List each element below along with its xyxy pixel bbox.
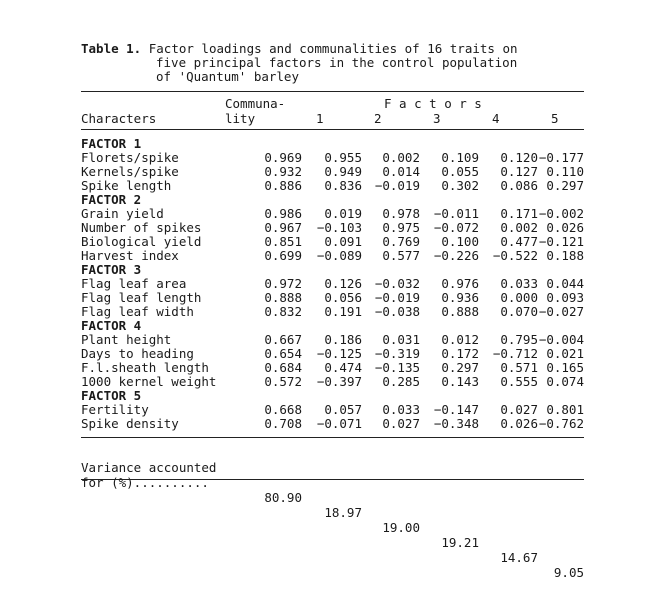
top-rule <box>81 91 584 92</box>
cell-factor-2: −0.019 <box>374 178 420 193</box>
cell-communality: 0.654 <box>264 346 302 361</box>
table-row <box>81 417 584 431</box>
cell-factor-4: 0.026 <box>500 416 538 431</box>
cell-factor-5: 0.801 <box>546 402 584 417</box>
cell-factor-4: 0.795 <box>500 332 538 347</box>
cell-factor-4: −0.712 <box>492 346 538 361</box>
cell-factor-1: 0.191 <box>324 304 362 319</box>
cell-factor-2: −0.038 <box>374 304 420 319</box>
table-row <box>81 207 584 221</box>
cell-factor-3: −0.226 <box>433 248 479 263</box>
cell-communality: 0.667 <box>264 332 302 347</box>
cell-factor-4: 0.555 <box>500 374 538 389</box>
cell-communality: 0.972 <box>264 276 302 291</box>
cell-factor-5: 0.110 <box>546 164 584 179</box>
trait-name: 1000 kernel weight <box>81 374 217 389</box>
header-communality-2: lity <box>225 111 256 126</box>
table-row <box>81 361 584 375</box>
cell-factor-5: 0.074 <box>546 374 584 389</box>
section-heading-row <box>81 319 584 333</box>
cell-factor-1: −0.125 <box>316 346 362 361</box>
trait-name: Spike density <box>81 416 179 431</box>
cell-factor-3: 0.302 <box>441 178 479 193</box>
cell-factor-1: −0.089 <box>316 248 362 263</box>
section-heading: FACTOR 1 <box>81 136 142 151</box>
cell-factor-1: 0.019 <box>324 206 362 221</box>
cell-factor-1: 0.057 <box>324 402 362 417</box>
header-factor-4: 4 <box>492 111 500 126</box>
cell-factor-4: 0.086 <box>500 178 538 193</box>
cell-factor-5: 0.044 <box>546 276 584 291</box>
footer-label-1: Variance accounted <box>81 460 217 475</box>
cell-factor-1: 0.126 <box>324 276 362 291</box>
section-heading: FACTOR 3 <box>81 262 142 277</box>
table-row <box>81 221 584 235</box>
section-heading: FACTOR 4 <box>81 318 142 333</box>
cell-factor-1: 0.186 <box>324 332 362 347</box>
cell-factor-2: 0.014 <box>382 164 420 179</box>
body-rule <box>81 437 584 438</box>
cell-factor-1: −0.397 <box>316 374 362 389</box>
bottom-rule <box>81 479 584 480</box>
cell-factor-1: −0.103 <box>316 220 362 235</box>
footer-factor-1: 18.97 <box>324 505 362 520</box>
cell-factor-1: 0.091 <box>324 234 362 249</box>
footer-factor-3: 19.21 <box>441 535 479 550</box>
cell-factor-5: 0.188 <box>546 248 584 263</box>
table-row <box>81 151 584 165</box>
trait-name: Kernels/spike <box>81 164 179 179</box>
cell-factor-4: 0.002 <box>500 220 538 235</box>
cell-factor-4: 0.120 <box>500 150 538 165</box>
cell-factor-2: 0.577 <box>382 248 420 263</box>
header-factor-2: 2 <box>374 111 382 126</box>
table-row <box>81 277 584 291</box>
cell-factor-1: 0.474 <box>324 360 362 375</box>
cell-factor-3: 0.936 <box>441 290 479 305</box>
trait-name: Plant height <box>81 332 172 347</box>
cell-factor-2: 0.769 <box>382 234 420 249</box>
trait-name: Flag leaf length <box>81 290 202 305</box>
cell-factor-2: 0.975 <box>382 220 420 235</box>
footer-factor-2: 19.00 <box>382 520 420 535</box>
trait-name: Flag leaf area <box>81 276 187 291</box>
cell-factor-3: 0.976 <box>441 276 479 291</box>
header-factors: F a c t o r s <box>384 96 482 111</box>
cell-factor-2: −0.319 <box>374 346 420 361</box>
table-row <box>81 305 584 319</box>
trait-name: Number of spikes <box>81 220 202 235</box>
cell-factor-5: −0.121 <box>538 234 584 249</box>
table-footer <box>81 445 584 580</box>
caption-line-3: of 'Quantum' barley <box>156 69 299 84</box>
cell-factor-5: −0.177 <box>538 150 584 165</box>
cell-communality: 0.851 <box>264 234 302 249</box>
cell-factor-2: 0.033 <box>382 402 420 417</box>
footer-row-1 <box>81 445 584 475</box>
cell-communality: 0.668 <box>264 402 302 417</box>
table-row <box>81 347 584 361</box>
cell-communality: 0.832 <box>264 304 302 319</box>
trait-name: Days to heading <box>81 346 194 361</box>
section-heading-row <box>81 137 584 151</box>
caption-text-1: Factor loadings and communalities of 16 traits on <box>148 41 518 56</box>
cell-factor-3: −0.147 <box>433 402 479 417</box>
footer-factor-4: 14.67 <box>500 550 538 565</box>
cell-factor-2: −0.135 <box>374 360 420 375</box>
caption-line-1 <box>81 42 601 56</box>
cell-factor-2: −0.019 <box>374 290 420 305</box>
cell-factor-4: 0.033 <box>500 276 538 291</box>
cell-communality: 0.572 <box>264 374 302 389</box>
cell-factor-4: 0.027 <box>500 402 538 417</box>
cell-factor-4: 0.571 <box>500 360 538 375</box>
cell-factor-3: −0.348 <box>433 416 479 431</box>
table-row <box>81 179 584 193</box>
cell-factor-5: −0.027 <box>538 304 584 319</box>
cell-communality: 0.888 <box>264 290 302 305</box>
cell-factor-3: 0.888 <box>441 304 479 319</box>
trait-name: Flag leaf width <box>81 304 194 319</box>
cell-factor-5: 0.026 <box>546 220 584 235</box>
cell-factor-1: 0.056 <box>324 290 362 305</box>
cell-communality: 0.708 <box>264 416 302 431</box>
section-heading-row <box>81 263 584 277</box>
footer-factor-5: 9.05 <box>553 565 584 580</box>
header-rule <box>81 129 584 130</box>
header-factor-1: 1 <box>316 111 324 126</box>
table-body <box>81 137 584 431</box>
cell-factor-1: 0.949 <box>324 164 362 179</box>
cell-factor-4: −0.522 <box>492 248 538 263</box>
table-row <box>81 375 584 389</box>
caption-label: Table 1. <box>81 41 142 56</box>
cell-factor-5: −0.004 <box>538 332 584 347</box>
cell-communality: 0.986 <box>264 206 302 221</box>
cell-factor-1: 0.836 <box>324 178 362 193</box>
section-heading-row <box>81 389 584 403</box>
cell-factor-2: 0.285 <box>382 374 420 389</box>
footer-communality: 80.90 <box>264 490 302 505</box>
cell-factor-2: −0.032 <box>374 276 420 291</box>
cell-communality: 0.967 <box>264 220 302 235</box>
table-row <box>81 291 584 305</box>
cell-factor-3: 0.143 <box>441 374 479 389</box>
header-characters: Characters <box>81 111 157 126</box>
cell-factor-5: 0.165 <box>546 360 584 375</box>
cell-factor-3: 0.055 <box>441 164 479 179</box>
cell-factor-5: −0.762 <box>538 416 584 431</box>
section-heading: FACTOR 2 <box>81 192 142 207</box>
cell-factor-2: 0.978 <box>382 206 420 221</box>
cell-factor-3: 0.100 <box>441 234 479 249</box>
trait-name: Grain yield <box>81 206 164 221</box>
cell-factor-5: 0.021 <box>546 346 584 361</box>
section-heading: FACTOR 5 <box>81 388 142 403</box>
cell-communality: 0.684 <box>264 360 302 375</box>
cell-factor-1: 0.955 <box>324 150 362 165</box>
trait-name: Spike length <box>81 178 172 193</box>
table-row <box>81 235 584 249</box>
cell-factor-4: 0.070 <box>500 304 538 319</box>
table-row <box>81 403 584 417</box>
trait-name: F.l.sheath length <box>81 360 209 375</box>
table-caption <box>81 42 601 84</box>
header-factor-3: 3 <box>433 111 441 126</box>
cell-communality: 0.969 <box>264 150 302 165</box>
section-heading-row <box>81 193 584 207</box>
cell-factor-3: 0.012 <box>441 332 479 347</box>
cell-communality: 0.932 <box>264 164 302 179</box>
cell-factor-3: 0.172 <box>441 346 479 361</box>
footer-row-2 <box>81 460 584 580</box>
header-communality-1: Communa- <box>225 96 286 111</box>
cell-factor-3: 0.297 <box>441 360 479 375</box>
cell-factor-3: 0.109 <box>441 150 479 165</box>
cell-factor-1: −0.071 <box>316 416 362 431</box>
table-row <box>81 165 584 179</box>
cell-factor-5: −0.002 <box>538 206 584 221</box>
table-row <box>81 333 584 347</box>
table-row <box>81 249 584 263</box>
cell-communality: 0.886 <box>264 178 302 193</box>
header-factor-5: 5 <box>551 111 559 126</box>
cell-factor-4: 0.127 <box>500 164 538 179</box>
trait-name: Harvest index <box>81 248 179 263</box>
cell-factor-4: 0.477 <box>500 234 538 249</box>
cell-factor-5: 0.093 <box>546 290 584 305</box>
cell-factor-2: 0.031 <box>382 332 420 347</box>
trait-name: Fertility <box>81 402 149 417</box>
cell-factor-3: −0.072 <box>433 220 479 235</box>
cell-factor-2: 0.002 <box>382 150 420 165</box>
cell-factor-4: 0.171 <box>500 206 538 221</box>
trait-name: Florets/spike <box>81 150 179 165</box>
cell-communality: 0.699 <box>264 248 302 263</box>
footer-label-2: for (%).......... <box>81 475 209 490</box>
trait-name: Biological yield <box>81 234 202 249</box>
cell-factor-2: 0.027 <box>382 416 420 431</box>
cell-factor-3: −0.011 <box>433 206 479 221</box>
cell-factor-4: 0.000 <box>500 290 538 305</box>
cell-factor-5: 0.297 <box>546 178 584 193</box>
caption-line-2: five principal factors in the control population <box>156 55 518 70</box>
